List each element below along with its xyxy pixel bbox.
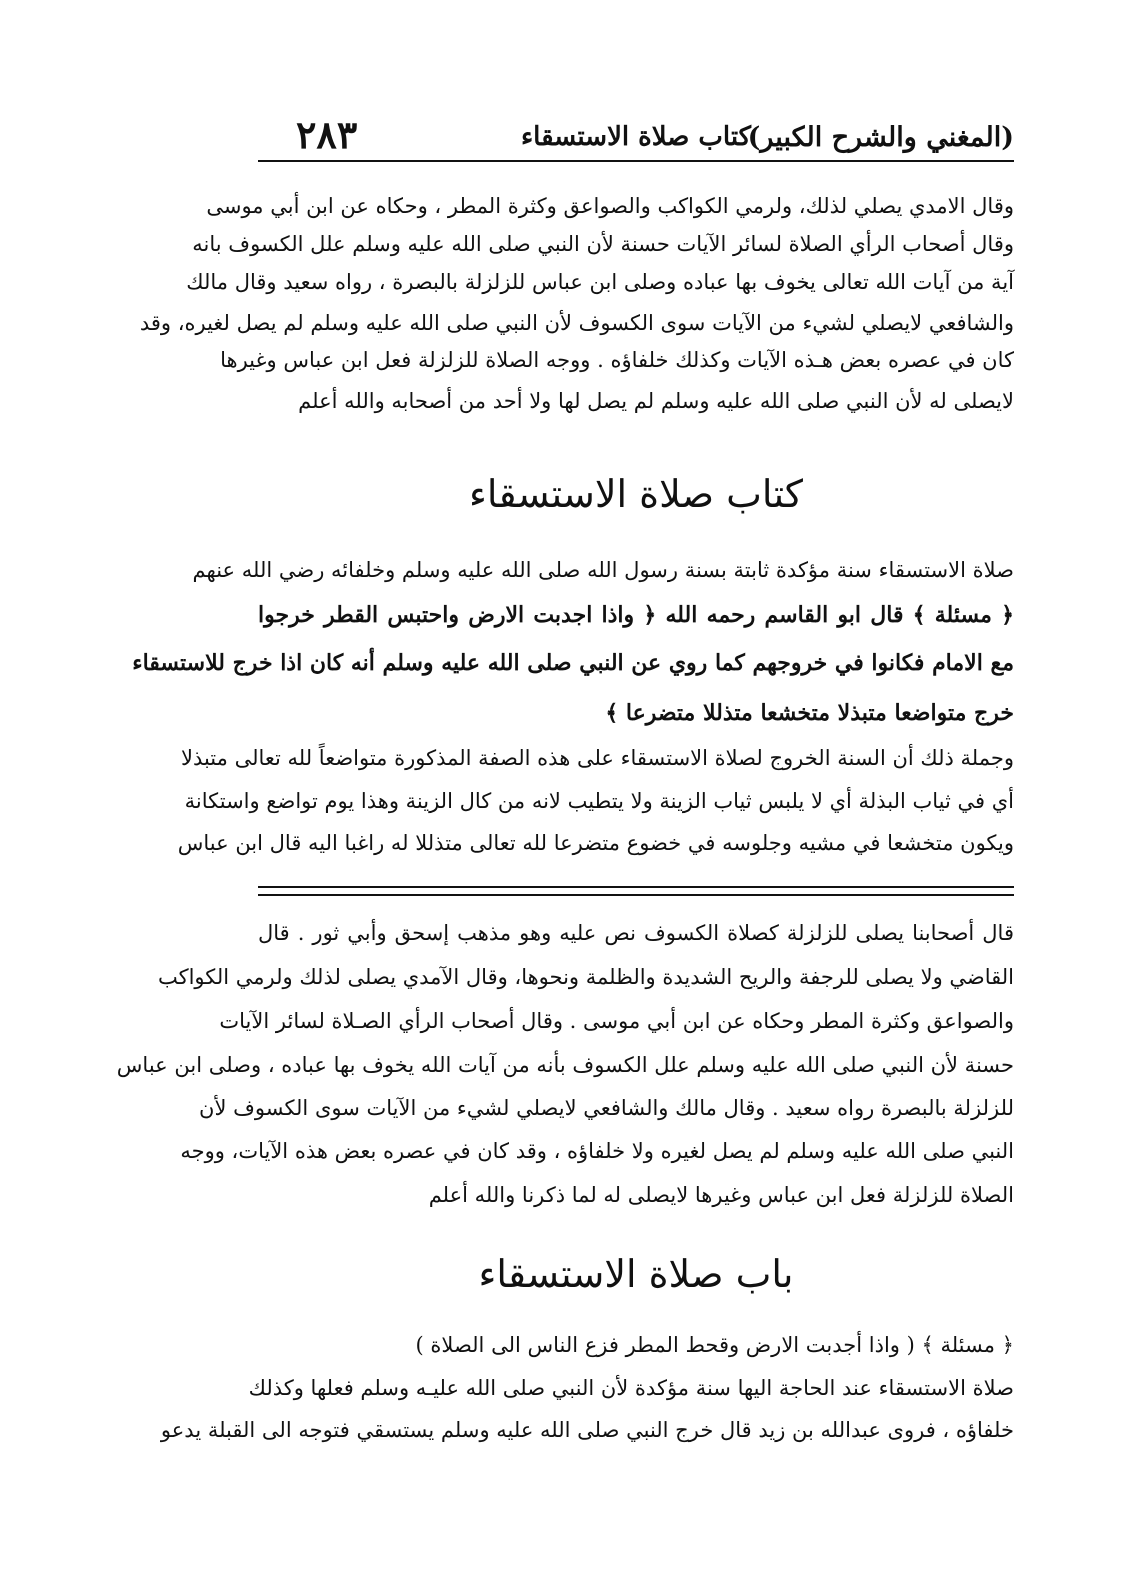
masala-line: ﴿ مسئلة ﴾ ( واذا أجدبت الارض وقحط المطر فزع الناس الى الصلاة )	[415, 1333, 1014, 1357]
chapter-title: كتاب صلاة الاستسقاء	[520, 122, 752, 152]
text-line: والشافعي لايصلي لشيء من الآيات سوى الكسوف لأن النبي صلى الله عليه وسلم لم يصل لغيره، وقد	[139, 311, 1014, 335]
text-line: ويكون متخشعا في مشيه وجلوسه في خضوع متضرعا لله تعالى متذللا له راغبا اليه قال ابن عباس	[177, 831, 1014, 855]
text-line: حسنة لأن النبي صلى الله عليه وسلم علل الكسوف بأنه من آيات الله يخوف بها عباده ، وصلى ابن عباس	[116, 1053, 1014, 1077]
text-line: القاضي ولا يصلى للرجفة والريح الشديدة والظلمة ونحوها، وقال الآمدي يصلى لذلك ولرمي الكواكب	[157, 965, 1014, 989]
masala-line: خرج متواضعا متبذلا متخشعا متذللا متضرعا ﴾	[605, 700, 1014, 726]
page-number: ٢٨٣	[296, 112, 358, 157]
text-line: وقال الامدي يصلي لذلك، ولرمي الكواكب والصواعق وكثرة المطر ، وحكاه عن ابن أبي موسى	[206, 194, 1014, 218]
masala-line: مع الامام فكانوا في خروجهم كما روي عن النبي صلى الله عليه وسلم أنه كان اذا خرج للاستسقاء	[132, 650, 1014, 676]
text-line: النبي صلى الله عليه وسلم لم يصل لغيره ولا خلفاؤه ، وقد كان في عصره بعض هذه الآيات، ووجه	[180, 1139, 1014, 1163]
text-line: قال أصحابنا يصلى للزلزلة كصلاة الكسوف نص عليه وهو مذهب إسحق وأبي ثور . قال	[258, 921, 1014, 945]
text-line: للزلزلة بالبصرة رواه سعيد . وقال مالك والشافعي لايصلي لشيء من الآيات سوى الكسوف لأن	[199, 1096, 1014, 1120]
running-header	[258, 112, 1014, 160]
text-line: لايصلى له لأن النبي صلى الله عليه وسلم لم يصل لها ولا أحد من أصحابه والله أعلم	[298, 389, 1014, 413]
text-line: وجملة ذلك أن السنة الخروج لصلاة الاستسقاء على هذه الصفة المذكورة متواضعاً لله تعالى متبذلا	[180, 746, 1014, 770]
section-title-lower: باب صلاة الاستسقاء	[478, 1252, 794, 1296]
text-line: أي في ثياب البذلة أي لا يلبس ثياب الزينة ولا يتطيب لانه من كال الزينة وهذا يوم تواضع واستكانة	[184, 789, 1014, 813]
book-title: (المغني والشرح الكبير)	[747, 122, 1014, 153]
separator-rule-1	[258, 886, 1014, 888]
text-line: الصلاة للزلزلة فعل ابن عباس وغيرها لايصلى له لما ذكرنا والله أعلم	[428, 1183, 1014, 1207]
text-line: آية من آيات الله تعالى يخوف بها عباده وصلى ابن عباس للزلزلة بالبصرة ، رواه سعيد وقال مالك	[186, 270, 1014, 294]
header-rule	[258, 160, 1014, 162]
section-title-upper: كتاب صلاة الاستسقاء	[468, 472, 804, 516]
text-line: وقال أصحاب الرأي الصلاة لسائر الآيات حسنة لأن النبي صلى الله عليه وسلم علل الكسوف بانه	[192, 232, 1014, 256]
text-line: والصواعق وكثرة المطر وحكاه عن ابن أبي موسى . وقال أصحاب الرأي الصـلاة لسائر الآيات	[219, 1009, 1014, 1033]
separator-rule-2	[258, 894, 1014, 896]
text-line: صلاة الاستسقاء عند الحاجة اليها سنة مؤكدة لأن النبي صلى الله عليـه وسلم فعلها وكذلك	[248, 1376, 1014, 1400]
text-line: صلاة الاستسقاء سنة مؤكدة ثابتة بسنة رسول الله صلى الله عليه وسلم وخلفائه رضي الله عنهم	[192, 558, 1014, 582]
masala-line: ﴿ مسئلة ﴾ قال ابو القاسم رحمه الله ﴿ واذا اجدبت الارض واحتبس القطر خرجوا	[258, 602, 1014, 628]
text-line: كان في عصره بعض هـذه الآيات وكذلك خلفاؤه . ووجه الصلاة للزلزلة فعل ابن عباس وغيرها	[220, 348, 1014, 372]
text-line: خلفاؤه ، فروى عبدالله بن زيد قال خرج النبي صلى الله عليه وسلم يستسقي فتوجه الى القبلة يدعو	[160, 1418, 1014, 1442]
